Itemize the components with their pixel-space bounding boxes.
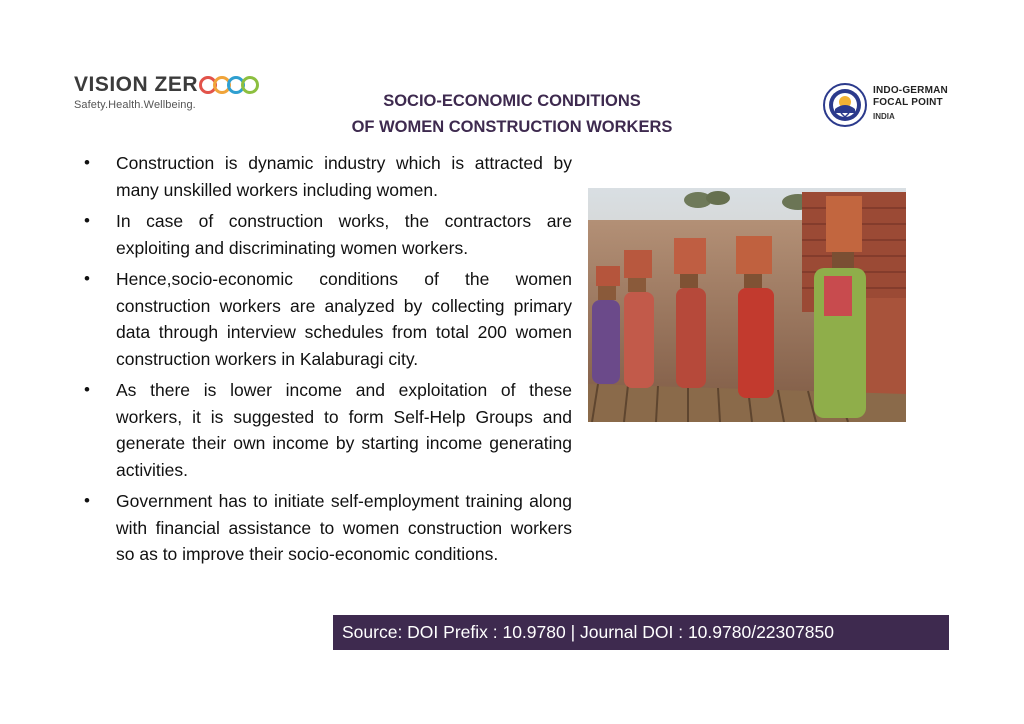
bullet-item: [78, 266, 572, 372]
bullet-list: [78, 150, 572, 573]
slide-title-line-2: OF WOMEN CONSTRUCTION WORKERS: [351, 118, 673, 136]
bullet-symbol: •: [84, 269, 90, 288]
bullet-symbol: •: [84, 491, 90, 510]
vision-zero-brand-text: VISION ZER: [74, 73, 199, 96]
vision-zero-logo: [74, 74, 259, 111]
vision-zero-rings-icon: [199, 76, 259, 94]
bullet-text: Government has to initiate self-employment training along with financial assistance to women construction workers so as to improve their socio-economic conditions.: [116, 491, 572, 564]
bullet-text: Hence,socio-economic conditions of the women construction workers are analyzed by collecting primary data through interview schedules from total 200 women construction workers in Kalaburagi city.: [116, 269, 572, 369]
bullet-item: [78, 208, 572, 261]
photo-illustration: [588, 188, 906, 422]
indo-german-country-label: INDIA: [873, 112, 895, 121]
bullet-symbol: •: [84, 153, 90, 172]
bullet-text: As there is lower income and exploitation of these workers, it is suggested to form Self-Help Groups and generate their own income by starting income generating activities.: [116, 380, 572, 480]
indo-german-focal-point-logo: [823, 83, 948, 127]
bullet-text: In case of construction works, the contractors are exploiting and discriminating women workers.: [116, 211, 572, 258]
bullet-item: [78, 377, 572, 483]
indo-german-label-line-2: FOCAL POINT: [873, 97, 943, 108]
vision-zero-tagline: Safety.Health.Wellbeing.: [74, 99, 196, 111]
source-citation-bar: Source: DOI Prefix : 10.9780 | Journal DOI : 10.9780/22307850: [333, 615, 949, 650]
slide-title-line-1: SOCIO-ECONOMIC CONDITIONS: [383, 92, 641, 110]
bullet-item: [78, 150, 572, 203]
indo-german-label-line-1: INDO-GERMAN: [873, 85, 948, 96]
bullet-text: Construction is dynamic industry which is attracted by many unskilled workers including women.: [116, 153, 572, 200]
slide-title: [300, 88, 724, 140]
bullet-item: [78, 488, 572, 568]
bullet-symbol: •: [84, 211, 90, 230]
women-construction-workers-photo: [588, 188, 906, 422]
vision-zero-wordmark: [74, 74, 259, 96]
indo-german-emblem-icon: [823, 83, 867, 127]
bullet-symbol: •: [84, 380, 90, 399]
